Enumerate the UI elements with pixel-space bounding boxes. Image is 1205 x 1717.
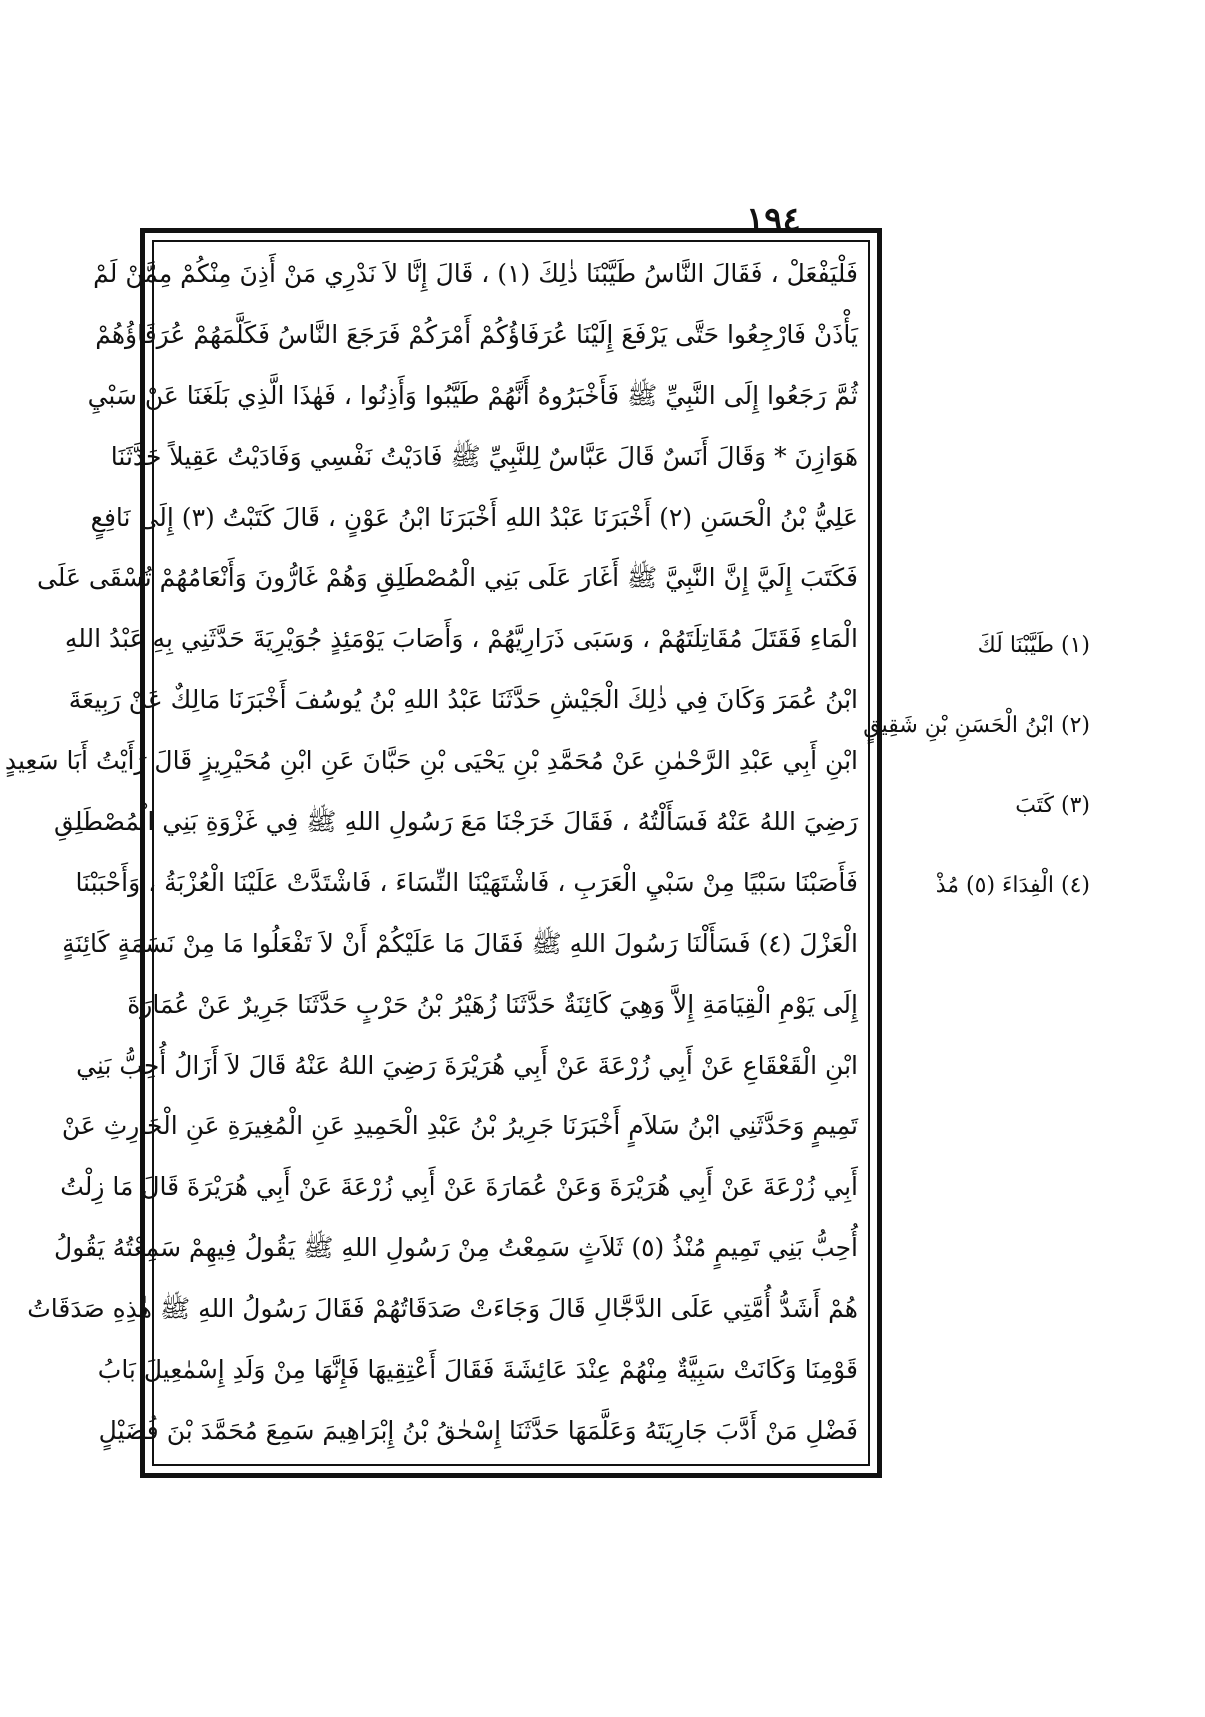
- text-line: ابْنُ عُمَرَ وَكَانَ فِي ذٰلِكَ الْجَيْشِ حَدَّثَنَا عَبْدُ اللهِ بْنُ يُوسُفَ أَخْبَرَنَا مَالِكٌ عَنْ رَبِيعَةَ: [68, 685, 858, 715]
- text-line: الْمَاءِ فَقَتَلَ مُقَاتِلَتَهُمْ ، وَسَبَى ذَرَارِيَّهُمْ ، وَأَصَابَ يَوْمَئِذٍ جُوَيْرِيَةَ حَدَّثَنِي بِهِ عَبْدُ اللهِ: [64, 624, 858, 654]
- text-line: ابْنِ الْقَعْقَاعِ عَنْ أَبِي زُرْعَةَ عَنْ أَبِي هُرَيْرَةَ رَضِيَ اللهُ عَنْهُ قَالَ لاَ أَزَالُ أُحِبُّ بَنِي: [76, 1050, 858, 1080]
- page-number: ١٩٤: [746, 200, 801, 240]
- text-line: يَأْذَنْ فَارْجِعُوا حَتَّى يَرْفَعَ إِلَيْنَا عُرَفَاؤُكُمْ أَمْرَكُمْ فَرَجَعَ النَّاسُ فَكَلَّمَهُمْ عُرَفَاؤُهُمْ: [95, 319, 858, 349]
- footnote-2: (٢) ابْنُ الْحَسَنِ بْنِ شَقِيقٍ: [863, 713, 1090, 738]
- text-line: فَضْلِ مَنْ أَدَّبَ جَارِيَتَهُ وَعَلَّمَهَا حَدَّثَنَا إِسْحٰقُ بْنُ إِبْرَاهِيمَ سَمِعَ مُحَمَّدَ بْنَ فُضَيْلٍ: [98, 1415, 858, 1445]
- text-line: هُمْ أَشَدُّ أُمَّتِي عَلَى الدَّجَّالِ قَالَ وَجَاءَتْ صَدَقَاتُهُمْ فَقَالَ رَسُولُ اللهِ ﷺ هٰذِهِ صَدَقَاتُ: [27, 1294, 858, 1324]
- text-line: أُحِبُّ بَنِي تَمِيمٍ مُنْذُ (٥) ثَلاَثٍ سَمِعْتُ مِنْ رَسُولِ اللهِ ﷺ يَقُولُ فِيهِمْ سَمِعْتُهُ يَقُولُ: [54, 1233, 858, 1263]
- footnote-4-5: (٤) الْفِدَاءَ (٥) مُذْ: [935, 873, 1090, 898]
- text-line: فَلْيَفْعَلْ ، فَقَالَ النَّاسُ طَيَّبْنَا ذٰلِكَ (١) ، قَالَ إِنَّا لاَ نَدْرِي مَنْ أَذِنَ مِنْكُمْ مِمَّنْ لَمْ: [93, 259, 858, 288]
- margin-footnotes: [863, 630, 1090, 902]
- text-line: ابْنِ أَبِي عَبْدِ الرَّحْمٰنِ عَنْ مُحَمَّدِ بْنِ يَحْيَى بْنِ حَبَّانَ عَنِ ابْنِ مُحَيْرِيزٍ قَالَ رَأَيْتُ أَبَا سَعِيدٍ: [4, 746, 858, 776]
- text-line: الْعَزْلَ (٤) فَسَأَلْنَا رَسُولَ اللهِ ﷺ فَقَالَ مَا عَلَيْكُمْ أَنْ لاَ تَفْعَلُوا مَا مِنْ نَسَمَةٍ كَائِنَةٍ: [62, 928, 858, 958]
- text-line: إِلَى يَوْمِ الْقِيَامَةِ إِلاَّ وَهِيَ كَائِنَةٌ حَدَّثَنَا زُهَيْرُ بْنُ حَرْبٍ حَدَّثَنَا جَرِيرٌ عَنْ عُمَارَةَ: [127, 989, 858, 1019]
- text-line: قَوْمِنَا وَكَانَتْ سَبِيَّةٌ مِنْهُمْ عِنْدَ عَائِشَةَ فَقَالَ أَعْتِقِيهَا فَإِنَّهَا مِنْ وَلَدِ إِسْمٰعِيلَ بَابُ: [97, 1355, 858, 1385]
- text-line: فَكَتَبَ إِلَيَّ إِنَّ النَّبِيَّ ﷺ أَغَارَ عَلَى بَنِي الْمُصْطَلِقِ وَهُمْ غَارُّونَ وَأَنْعَامُهُمْ تُسْقَى عَلَى: [36, 563, 858, 593]
- footnote-1: (١) طَيَّبْنَا لَكَ: [977, 633, 1090, 658]
- text-line: عَلِيُّ بْنُ الْحَسَنِ (٢) أَخْبَرَنَا عَبْدُ اللهِ أَخْبَرَنَا ابْنُ عَوْنٍ ، قَالَ كَتَبْتُ (٣) إِلَى نَافِعٍ: [90, 502, 858, 532]
- text-line: هَوَازِنَ * وَقَالَ أَنَسٌ قَالَ عَبَّاسٌ لِلنَّبِيِّ ﷺ فَادَيْتُ نَفْسِي وَفَادَيْتُ عَقِيلاً حَدَّثَنَا: [110, 441, 858, 471]
- main-text: [4, 250, 858, 1455]
- text-line: أَبِي زُرْعَةَ عَنْ أَبِي هُرَيْرَةَ وَعَنْ عُمَارَةَ عَنْ أَبِي زُرْعَةَ عَنْ أَبِي هُرَيْرَةَ قَالَ مَا زِلْتُ: [60, 1172, 858, 1202]
- footnote-3: (٣) كَتَبَ: [1015, 793, 1090, 818]
- text-line: رَضِيَ اللهُ عَنْهُ فَسَأَلْتُهُ ، فَقَالَ خَرَجْنَا مَعَ رَسُولِ اللهِ ﷺ فِي غَزْوَةِ بَنِي الْمُصْطَلِقِ: [54, 807, 858, 837]
- text-line: فَأَصَبْنَا سَبْيًا مِنْ سَبْيِ الْعَرَبِ ، فَاشْتَهَيْنَا النِّسَاءَ ، فَاشْتَدَّتْ عَلَيْنَا الْعُزْبَةُ ، وَأَحْبَبْنَا: [75, 867, 858, 897]
- text-line: تَمِيمٍ وَحَدَّثَنِي ابْنُ سَلاَمٍ أَخْبَرَنَا جَرِيرُ بْنُ عَبْدِ الْحَمِيدِ عَنِ الْمُغِيرَةِ عَنِ الْحَارِثِ عَنْ: [61, 1111, 858, 1141]
- text-line: ثُمَّ رَجَعُوا إِلَى النَّبِيِّ ﷺ فَأَخْبَرُوهُ أَنَّهُمْ طَيَّبُوا وَأَذِنُوا ، فَهٰذَا الَّذِي بَلَغَنَا عَنْ سَبْيِ: [87, 380, 858, 410]
